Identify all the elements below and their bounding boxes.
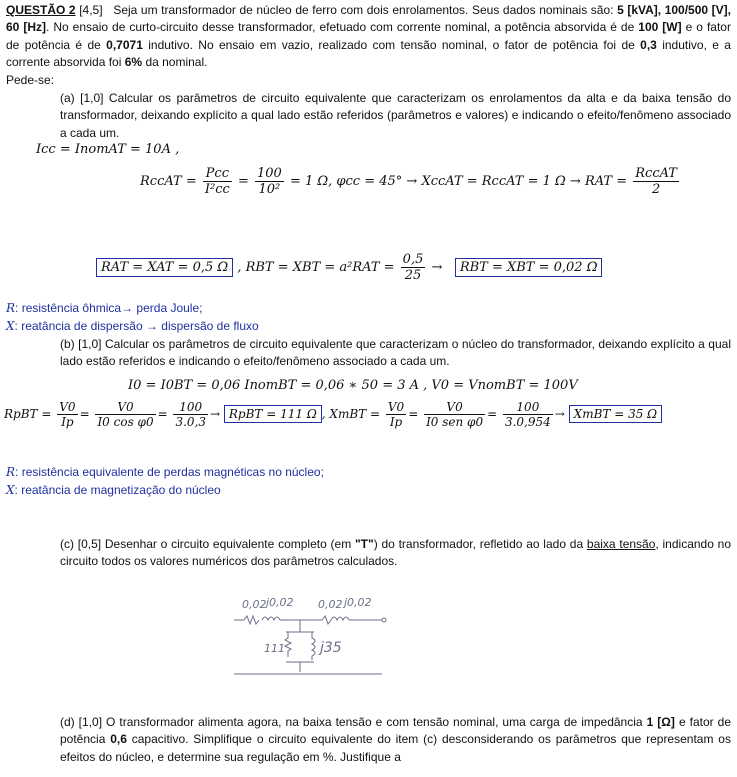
part-d-text <box>60 714 731 766</box>
fraction <box>255 166 284 197</box>
numerator: 100 <box>503 400 553 415</box>
numerator: V0 <box>59 400 76 414</box>
fraction <box>503 400 553 429</box>
eq-term: = 1 Ω, φcc = 45° → XccAT = RccAT = 1 Ω → RAT = <box>289 174 628 189</box>
note-r2 <box>6 464 731 481</box>
label-rp: 111 <box>264 642 285 655</box>
note-text: : reatância de magnetização do núcleo <box>14 483 221 497</box>
intro-text: Seja um transformador de núcleo de ferro com dois enrolamentos. Seus dados nominais são: <box>113 3 614 17</box>
label-xm: j35 <box>320 640 342 656</box>
numerator: V0 <box>387 400 405 414</box>
denominator: 10² <box>258 182 281 197</box>
part-c-span: , indicando no circuito todos os valores numéricos dos parâmetros calculados. <box>60 537 732 569</box>
absorbed-power: 100 [W] <box>638 20 682 35</box>
equation-a3 <box>96 252 602 283</box>
numerator: RccAT <box>635 166 677 181</box>
result-box-rbt: RBT = XBT = 0,02 Ω <box>455 258 603 277</box>
denominator: 2 <box>651 182 661 197</box>
numerator: 0,5 <box>402 252 424 267</box>
part-d-span: e fator de potência <box>60 715 732 747</box>
inductor-symbol <box>331 617 349 620</box>
question-points: [4,5] <box>79 3 103 17</box>
resistor-symbol <box>322 616 331 624</box>
symbol: R <box>6 465 16 479</box>
numerator: 100 <box>256 166 282 181</box>
intro-paragraph <box>6 2 731 72</box>
intro-text: da nominal. <box>145 55 208 70</box>
part-b-text: (b) [1,0] Calcular os parâmetros de circuito equivalente que caracterizam o núcleo do transformador, deixando explícito a qual lado estão referidos e indicando o efeito/fenômeno associado a cada um. <box>60 337 731 369</box>
denominator: 3.0,3 <box>175 415 207 429</box>
part-c-span: (c) [0,5] Desenhar o circuito equivalente completo (em <box>60 537 352 551</box>
note-text: : resistência equivalente de perdas magnéticas no núcleo; <box>15 465 324 479</box>
label-r2: 0,02 <box>318 598 343 611</box>
note-x2 <box>6 482 731 499</box>
denominator: I0 sen φ0 <box>426 415 484 429</box>
nominal-data: 5 [kVA], 100/500 [V], 60 [Hz] <box>6 3 731 35</box>
eq-term: XmBT = <box>329 407 381 421</box>
pede-se: Pede-se: <box>6 73 55 87</box>
resistor-symbol <box>244 616 259 624</box>
denominator: Ip <box>61 415 74 429</box>
inductor-symbol <box>312 632 315 660</box>
fraction <box>95 400 155 429</box>
label-x1: j0,02 <box>266 596 294 609</box>
intro-text: . No ensaio de curto-circuito desse transformador, efetuado com corrente nominal, a potência absorvida é de <box>46 20 635 35</box>
eq-term: , RBT = XBT = a²RAT = <box>237 260 395 275</box>
numerator: V0 <box>95 400 155 415</box>
result-box-xm: XmBT = 35 Ω <box>569 405 662 423</box>
fraction <box>57 400 77 429</box>
fraction <box>401 252 426 283</box>
label-r1: 0,02 <box>242 598 267 611</box>
symbol: X <box>6 319 15 333</box>
equation-b2: RpBT = $\frac{V0}{Ip}$ = $\frac{V0}{\text{I0 cos φ0}}$ = $\frac{100}{3.0,3}$ → RpBT = 111 Ω , XmBT = $\frac{V0}{Ip}$ = $\frac{V0}{\text{I0 sen φ0}}$ = $\frac{100}{3.0,954}$ → XmBT = 35 Ω <box>4 400 662 429</box>
denominator: 25 <box>404 268 422 283</box>
fraction <box>203 166 232 197</box>
eq-term: RccAT = <box>140 174 197 189</box>
note-r <box>6 300 731 317</box>
fraction <box>386 400 406 429</box>
part-c-underlined: baixa tensão <box>586 537 656 551</box>
numerator: 100 <box>173 400 208 415</box>
power-factor: 0,7071 <box>106 37 143 52</box>
symbol: X <box>6 483 15 497</box>
part-c-t: "T" <box>354 537 374 551</box>
load-impedance: 1 [Ω] <box>646 715 675 729</box>
part-d-span: (d) [1,0] O transformador alimenta agora, na baixa tensão e com tensão nominal, uma carga de impedância <box>60 715 643 729</box>
equation-b1: I0 = I0BT = 0,06 InomBT = 0,06 ∗ 50 = 3 A , V0 = VnomBT = 100V <box>128 378 578 393</box>
symbol: R <box>6 301 16 315</box>
arrow: → <box>431 260 443 275</box>
denominator: 3.0,954 <box>504 415 551 429</box>
note-x <box>6 318 731 335</box>
part-d-span: capacitivo. Simplifique o circuito equivalente do item (c) desconsiderando os parâmetros que representam os efeitos do núcleo, e determine sua regulação em %. Justifique a <box>60 732 731 764</box>
terminal <box>382 618 386 622</box>
intro-text: indutivo, e a corrente absorvida foi <box>6 37 731 70</box>
part-c-span: ) do transformador, refletido ao lado da <box>373 537 584 551</box>
denominator: I²cc <box>204 182 230 197</box>
denominator: Ip <box>389 415 403 429</box>
question-title: QUESTÃO 2 <box>6 3 76 17</box>
equation-a1: Icc = InomAT = 10A , <box>36 142 180 157</box>
fraction <box>424 400 485 429</box>
inductor-symbol <box>262 617 280 620</box>
result-box-rat: RAT = XAT = 0,5 Ω <box>96 258 233 277</box>
load-power-factor: 0,6 <box>110 732 127 747</box>
numerator: Pcc <box>203 166 232 182</box>
equivalent-circuit-sketch <box>232 582 392 682</box>
note-text: : resistência ôhmica→ perda Joule; <box>15 301 203 315</box>
eq-term: RpBT = <box>4 407 52 421</box>
eq-term: = <box>237 174 249 189</box>
result-box-rp: RpBT = 111 Ω <box>224 405 322 423</box>
resistor-symbol <box>285 632 291 657</box>
numerator: V0 <box>424 400 485 415</box>
label-x2: j0,02 <box>344 596 372 609</box>
denominator: I0 cos φ0 <box>97 415 154 429</box>
fraction <box>633 166 679 197</box>
intro-text: e o fator de potência é de <box>6 20 731 52</box>
current-percentage: 6% <box>124 55 143 70</box>
equation-a2 <box>140 166 681 197</box>
part-a-text: (a) [1,0] Calcular os parâmetros de circuito equivalente que caracterizam os enrolamentos da alta e da baixa tensão do transformador, deixando explícito a qual lado estão referidos (parâmetros e valores) e indicando o efeito/fenômeno associado a cada um. <box>60 91 731 140</box>
part-c-text <box>60 536 731 571</box>
note-text: : reatância de dispersão → dispersão de fluxo <box>14 319 259 333</box>
fraction <box>173 400 208 429</box>
power-factor-noload: 0,3 <box>640 37 657 52</box>
intro-text: indutivo. No ensaio em vazio, realizado com tensão nominal, o fator de potência foi de <box>148 37 635 52</box>
